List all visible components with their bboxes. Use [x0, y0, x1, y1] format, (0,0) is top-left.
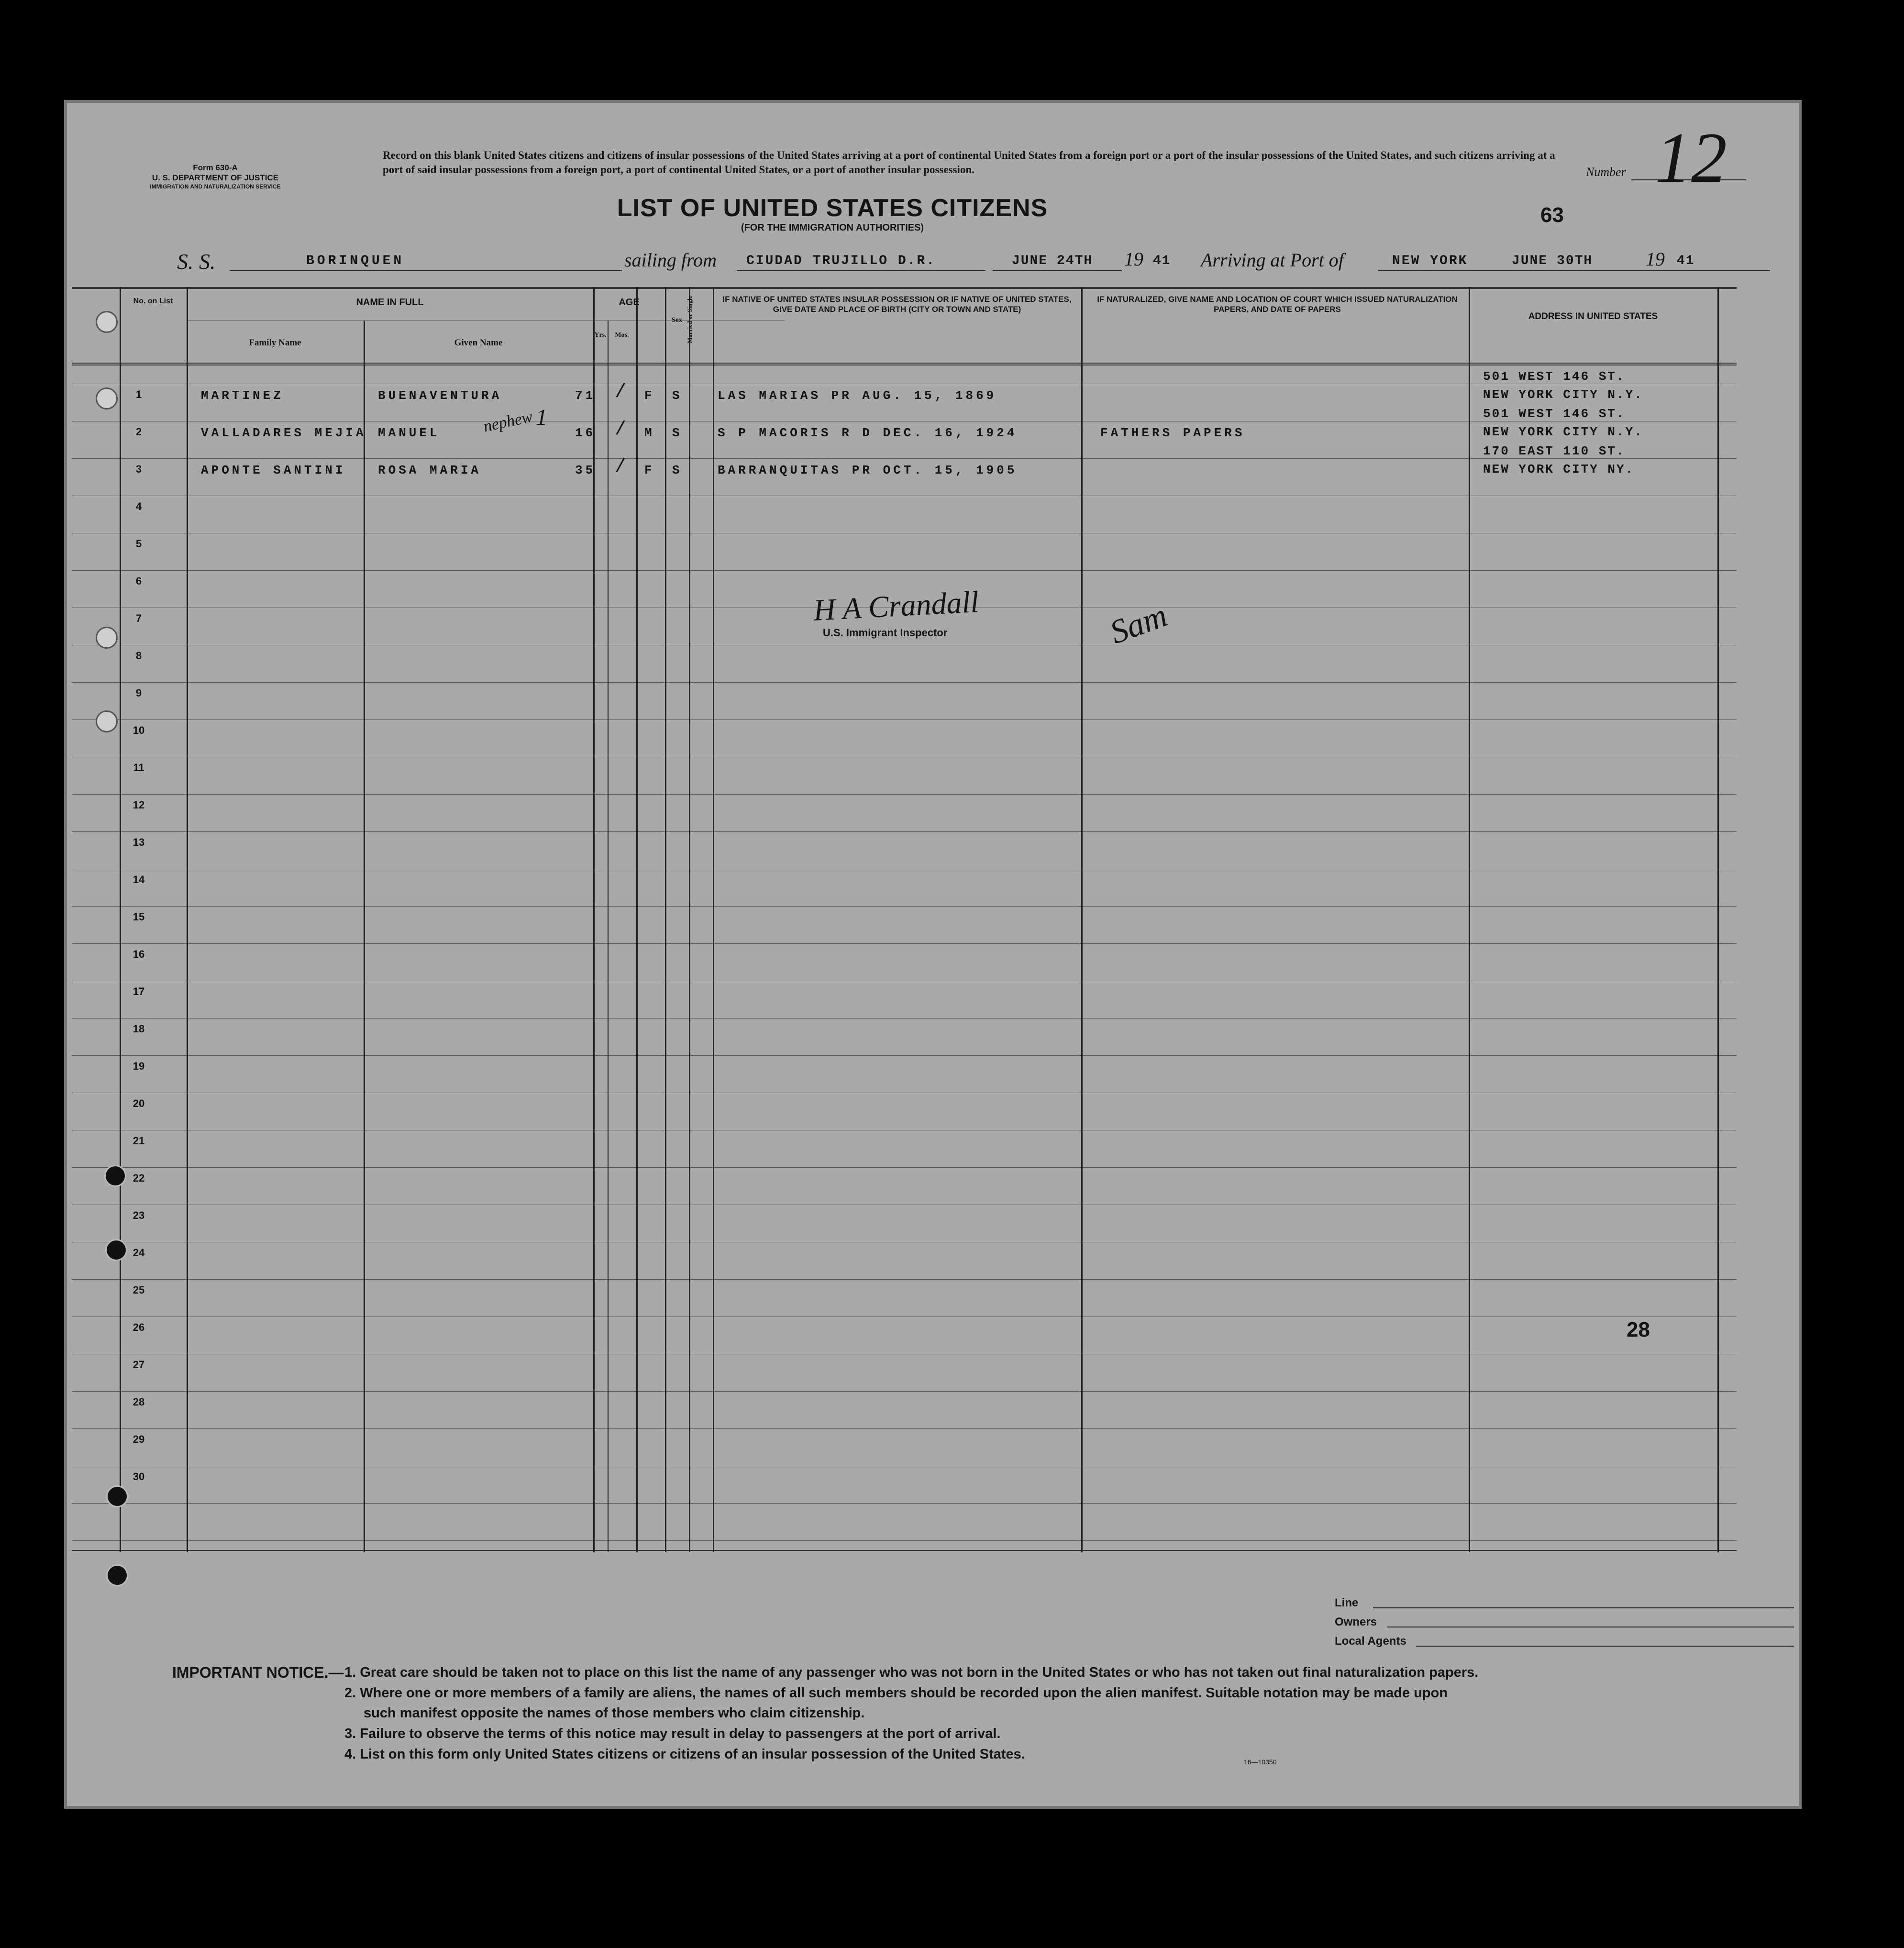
manifest-sheet	[67, 103, 1799, 1806]
age-months-cell: /	[615, 382, 627, 403]
record-instructions: Record on this blank United States citizens and citizens of insular possessions of the United States arriving at a port of continental United States from a foreign port or a port of the insular possessions of the United States, and such citizens arriving at a port of said insular possessions from a foreign port, a port of continental United States, or a port of another insular possession.	[383, 149, 1555, 176]
departure-date-underline	[993, 270, 1122, 271]
nephew-annotation: nephew	[482, 408, 534, 436]
row-number: 4	[135, 500, 142, 512]
row-number: 21	[133, 1135, 145, 1147]
family-name-cell: VALLADARES MEJIA	[201, 426, 366, 440]
header-sex: Sex	[671, 316, 683, 324]
arrival-date: JUNE 30TH	[1512, 254, 1593, 268]
row-number: 26	[133, 1321, 145, 1333]
address-line1-cell: 501 WEST 146 ST.	[1483, 369, 1626, 384]
col-divider	[364, 321, 365, 1552]
notice-heading: IMPORTANT NOTICE.—	[172, 1664, 344, 1681]
row-number: 8	[135, 650, 142, 662]
row-number: 22	[133, 1172, 145, 1184]
punch-hole	[96, 627, 118, 649]
row-rule	[72, 831, 1737, 832]
nephew-mark: 1	[536, 405, 547, 430]
marital-status-cell: S	[672, 388, 683, 403]
form-number: Form 630-A	[193, 163, 238, 172]
col-divider	[1469, 287, 1470, 1552]
birth-info-cell: LAS MARIAS PR AUG. 15, 1869	[718, 388, 997, 403]
arrival-year-prefix: 19	[1646, 248, 1665, 270]
arriving-label: Arriving at Port of	[1201, 249, 1344, 271]
row-rule	[72, 1391, 1737, 1392]
sex-cell: F	[644, 463, 655, 477]
row-number: 25	[133, 1284, 145, 1296]
local-agents-underline	[1416, 1646, 1794, 1647]
row-number: 18	[133, 1023, 145, 1035]
row-number: 20	[133, 1097, 145, 1109]
row-number: 2	[135, 426, 142, 438]
col-divider	[608, 321, 609, 1552]
page-number: 63	[1540, 203, 1564, 227]
notice-2: 2. Where one or more members of a family are aliens, the names of all such members should be recorded upon the alien manifest. Suitable notation may be made upon	[344, 1685, 1448, 1701]
form-identifier	[115, 163, 316, 190]
given-name-cell: ROSA MARIA	[378, 463, 482, 477]
header-native-birth: IF NATIVE OF UNITED STATES INSULAR POSSESSION OR IF NATIVE OF UNITED STATES, GIVE DATE AND PLACE OF BIRTH (CITY OR TOWN AND STATE)	[722, 295, 1072, 314]
punch-hole	[96, 710, 118, 732]
row-rule	[72, 1279, 1737, 1280]
printer-code: 16—10350	[1244, 1758, 1277, 1766]
punch-hole	[96, 311, 118, 333]
col-divider	[1717, 287, 1719, 1552]
row-rule	[72, 458, 1737, 459]
sex-cell: M	[644, 426, 655, 440]
inspector-label: U.S. Immigrant Inspector	[823, 627, 948, 639]
arrival-port: NEW YORK	[1392, 254, 1468, 268]
header-married-single: Married or Single	[686, 296, 693, 343]
departure-year-prefix: 19	[1124, 248, 1143, 270]
row-number: 15	[133, 911, 145, 923]
header-bottom-rule	[72, 363, 1737, 364]
notice-4: 4. List on this form only United States citizens or citizens of an insular possession of the United States.	[344, 1747, 1025, 1762]
tally-number: 28	[1627, 1318, 1650, 1341]
marital-status-cell: S	[672, 463, 683, 477]
row-number: 29	[133, 1433, 145, 1445]
row-number: 17	[133, 985, 145, 997]
given-name-cell: MANUEL	[378, 426, 440, 440]
sailing-from-port: CIUDAD TRUJILLO D.R.	[746, 254, 936, 268]
birth-info-cell: S P MACORIS R D DEC. 16, 1924	[718, 426, 1018, 440]
header-naturalization: IF NATURALIZED, GIVE NAME AND LOCATION OF COURT WHICH ISSUED NATURALIZATION PAPERS, AND DATE OF PAPERS	[1097, 295, 1458, 314]
departure-date: JUNE 24TH	[1012, 254, 1093, 268]
row-rule	[72, 1540, 1737, 1541]
row-rule	[72, 719, 1737, 720]
departure-year: 41	[1153, 254, 1171, 268]
line-label: Line	[1335, 1596, 1359, 1609]
ship-name-underline	[230, 270, 622, 271]
list-number: 12	[1655, 118, 1727, 198]
service-name: IMMIGRATION AND NATURALIZATION SERVICE	[150, 183, 281, 190]
row-number: 11	[133, 762, 144, 774]
row-rule	[72, 682, 1737, 683]
row-number: 24	[133, 1247, 145, 1259]
page-subtitle: (FOR THE IMMIGRATION AUTHORITIES)	[741, 222, 924, 233]
row-rule	[72, 570, 1737, 571]
col-divider	[187, 287, 188, 1552]
row-number: 10	[133, 724, 145, 736]
row-rule	[72, 1503, 1737, 1504]
row-number: 16	[133, 948, 145, 960]
row-number: 28	[133, 1396, 145, 1408]
row-rule	[72, 794, 1737, 795]
header-no-on-list: No. on List	[133, 297, 173, 305]
naturalization-cell: FATHERS PAPERS	[1100, 426, 1245, 440]
punch-hole	[105, 1239, 127, 1261]
row-number: 3	[135, 463, 142, 475]
ship-name: BORINQUEN	[306, 254, 405, 268]
row-number: 5	[135, 538, 142, 550]
page-title: LIST OF UNITED STATES CITIZENS	[617, 194, 1048, 222]
family-name-cell: APONTE SANTINI	[201, 463, 346, 477]
ss-label: S. S.	[177, 249, 216, 274]
row-number: 27	[133, 1359, 145, 1371]
row-number: 6	[135, 575, 142, 587]
address-line2-cell: NEW YORK CITY NY.	[1483, 462, 1635, 476]
col-divider	[713, 287, 714, 1552]
sailing-from-underline	[737, 270, 985, 271]
table-bottom-rule	[72, 1550, 1737, 1551]
header-age: AGE	[619, 297, 640, 308]
col-divider	[1081, 287, 1083, 1552]
row-number: 1	[135, 388, 142, 400]
row-rule	[72, 1055, 1737, 1056]
header-family-name: Family Name	[249, 338, 301, 348]
owners-label: Owners	[1335, 1616, 1377, 1628]
row-rule	[72, 1428, 1737, 1429]
row-number: 9	[135, 687, 142, 699]
notice-2-continued: such manifest opposite the names of those members who claim citizenship.	[364, 1705, 865, 1721]
passenger-table	[72, 287, 1737, 1552]
header-address: ADDRESS IN UNITED STATES	[1528, 311, 1658, 321]
sailing-from-label: sailing from	[624, 249, 717, 271]
birth-info-cell: BARRANQUITAS PR OCT. 15, 1905	[718, 463, 1018, 477]
inspector-signature: H A Crandall	[812, 584, 980, 628]
punch-hole	[106, 1564, 128, 1586]
age-years-cell: 71	[575, 388, 596, 403]
line-underline	[1373, 1607, 1794, 1608]
notice-3: 3. Failure to observe the terms of this notice may result in delay to passengers at the port of arrival.	[344, 1726, 1001, 1741]
row-number: 19	[133, 1060, 145, 1072]
address-line2-cell: NEW YORK CITY N.Y.	[1483, 425, 1643, 439]
age-years-cell: 35	[575, 463, 596, 477]
age-months-cell: /	[615, 456, 627, 478]
arrival-port-underline	[1378, 270, 1770, 271]
row-rule	[72, 906, 1737, 907]
col-divider	[636, 287, 638, 1552]
row-number: 12	[133, 799, 145, 811]
address-line1-cell: 170 EAST 110 ST.	[1483, 444, 1626, 458]
row-number: 30	[133, 1471, 145, 1483]
punch-hole	[106, 1485, 128, 1507]
punch-hole	[96, 387, 118, 410]
given-name-cell: BUENAVENTURA	[378, 388, 502, 403]
col-divider	[665, 287, 666, 1552]
header-age-months: Mos.	[615, 332, 629, 339]
col-divider	[689, 287, 690, 1552]
table-top-rule-2	[72, 288, 1737, 289]
row-rule	[72, 943, 1737, 944]
family-name-cell: MARTINEZ	[201, 388, 284, 403]
arrival-year: 41	[1677, 254, 1695, 268]
header-name-in-full: NAME IN FULL	[356, 297, 424, 308]
marital-status-cell: S	[672, 426, 683, 440]
header-given-name: Given Name	[454, 338, 503, 348]
address-line1-cell: 501 WEST 146 ST.	[1483, 407, 1626, 421]
age-months-cell: /	[615, 419, 627, 441]
row-number: 7	[135, 612, 142, 624]
header-age-years: Yrs.	[594, 332, 607, 339]
row-rule	[72, 1167, 1737, 1168]
row-number: 23	[133, 1209, 145, 1221]
sex-cell: F	[644, 388, 655, 403]
punch-hole	[104, 1165, 126, 1187]
col-divider	[120, 287, 121, 1552]
notice-1: 1. Great care should be taken not to place on this list the name of any passenger who was not born in the United States or who has not taken out final naturalization papers.	[344, 1665, 1479, 1680]
row-number: 14	[133, 874, 145, 885]
department-name: U. S. DEPARTMENT OF JUSTICE	[152, 173, 279, 183]
local-agents-label: Local Agents	[1335, 1635, 1406, 1648]
inspector-initials: Sam	[1105, 597, 1172, 652]
age-years-cell: 16	[575, 426, 596, 440]
address-line2-cell: NEW YORK CITY N.Y.	[1483, 387, 1643, 402]
row-number: 13	[133, 836, 145, 848]
number-label: Number	[1586, 165, 1626, 179]
